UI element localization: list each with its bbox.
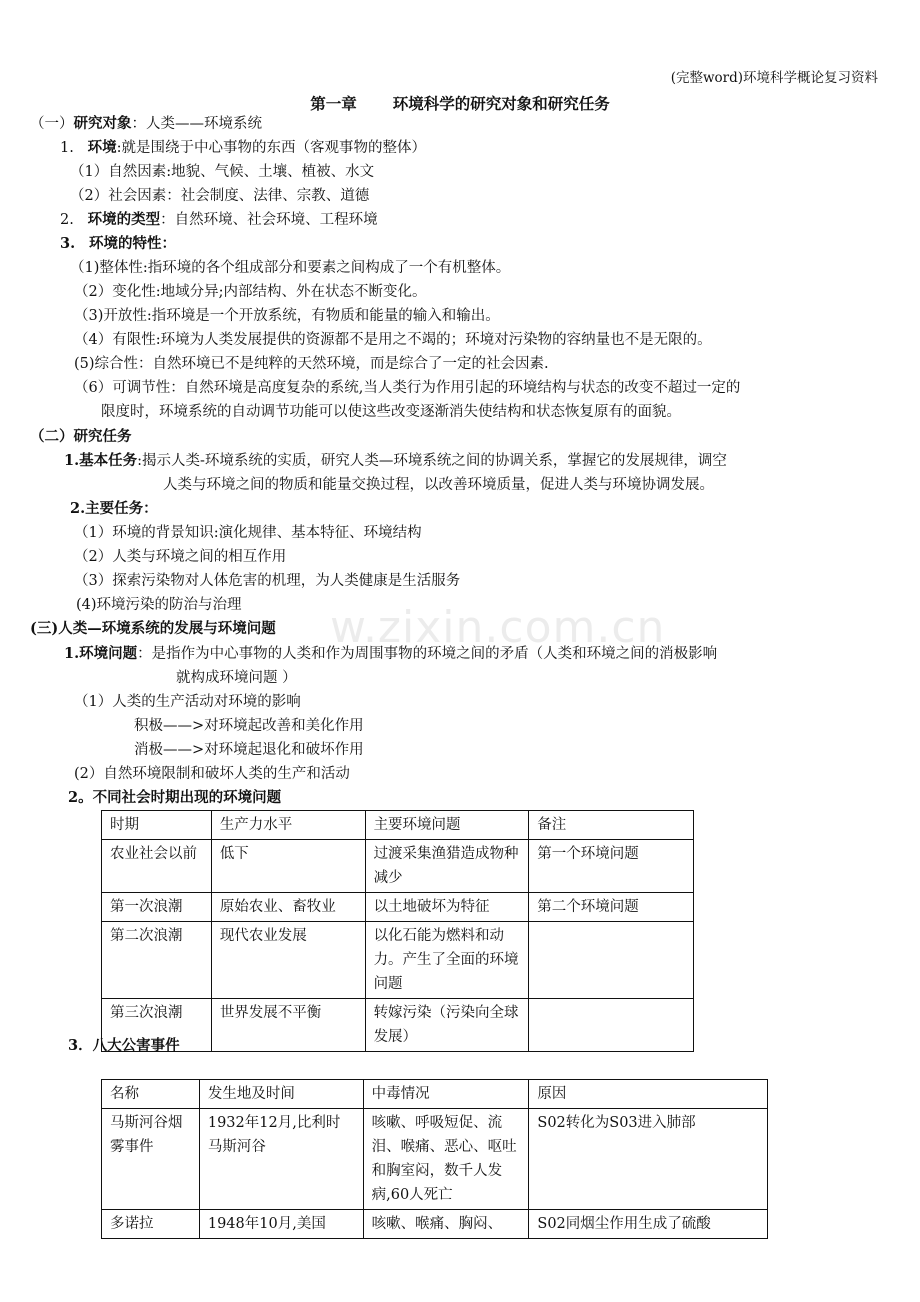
table-cell: 世界发展不平衡 [211,999,365,1052]
natural-factors: （1）自然因素:地貌、气候、土壤、植被、水文 [70,164,375,180]
environment-problem [64,644,717,664]
item-bold: 环境 [87,139,117,156]
table-cell: 1948年10月,美国 [199,1210,363,1239]
section-1-heading [30,114,262,134]
table-row [102,1210,768,1239]
section-1-rest: ：人类——环境系统 [131,116,262,132]
section-1-prefix: （一） [30,116,74,132]
main-task-bold: 2.主要任务： [70,500,158,517]
table-cell: 第二次浪潮 [102,922,212,999]
positive-impact: 积极——>对环境起改善和美化作用 [134,718,364,734]
table-header-cell: 原因 [529,1080,768,1109]
feature-adjustability: （6）可调节性：自然环境是高度复杂的系统,当人类行为作用引起的环境结构与状态的改变不超过一定的 [74,380,741,396]
item-number: 3. [60,235,76,252]
item-bold: 环境的类型 [87,211,161,228]
section-3-heading: (三)人类—环境系统的发展与环境问题 [30,620,276,637]
table-cell: 以土地破坏为特征 [365,893,529,922]
table-cell: 原始农业、畜牧业 [211,893,365,922]
watermark: w.zixin.com.cn [330,602,666,653]
item-text: :就是围绕于中心事物的东西（客观事物的整体） [116,140,427,156]
table-cell: 低下 [211,840,365,893]
table-header-row [102,811,694,840]
item-environment-types [60,210,378,230]
table-cell [529,999,694,1052]
table-header-cell: 名称 [102,1080,200,1109]
chapter-title [0,92,920,114]
table-cell: 转嫁污染（污染向全球发展） [365,999,529,1052]
table-row [102,840,694,893]
document-header-note: (完整word)环境科学概论复习资料 [670,70,878,86]
table-row [102,893,694,922]
section-1-bold: 研究对象 [73,115,132,132]
environment-problem-label: 1.环境问题 [64,645,138,662]
table-cell: 第二个环境问题 [529,893,694,922]
main-task-3: （3）探索污染物对人体危害的机理，为人类健康是生活服务 [74,573,461,589]
environment-problem-continued: 就构成环境问题 ） [176,670,297,686]
section-2-bold: 研究任务 [73,428,132,445]
table-cell: 以化石能为燃料和动力。产生了全面的环境问题 [365,922,529,999]
table1-caption: 2。不同社会时期出现的环境问题 [68,789,282,806]
table-header-cell: 主要环境问题 [365,811,529,840]
basic-task-continued: 人类与环境之间的物质和能量交换过程，以改善环境质量，促进人类与环境协调发展。 [163,477,714,493]
main-task-4: (4)环境污染的防治与治理 [76,597,242,613]
nature-limits: (2）自然环境限制和破坏人类的生产和活动 [74,766,350,782]
table-header-row [102,1080,768,1109]
main-task-1: （1）环境的背景知识:演化规律、基本特征、环境结构 [74,525,422,541]
chapter-name: 环境科学的研究对象和研究任务 [392,94,610,113]
table-row [102,922,694,999]
table-cell: 第一个环境问题 [529,840,694,893]
item-environment-definition [60,138,426,158]
feature-comprehensiveness: (5)综合性：自然环境已不是纯粹的天然环境，而是综合了一定的社会因素. [74,356,549,372]
basic-task-text: :揭示人类-环境系统的实质，研究人类—环境系统之间的协调关系，掌握它的发展规律，调空 [137,453,727,469]
section-2-heading [30,427,132,447]
table-cell: 第三次浪潮 [102,999,212,1052]
table-cell: 过渡采集渔猎造成物种减少 [365,840,529,893]
table-cell: 第一次浪潮 [102,893,212,922]
table-row [102,999,694,1052]
table-header-cell: 备注 [529,811,694,840]
main-task-label [70,499,158,519]
table-row [102,1109,768,1210]
feature-openness: （3)开放性:指环境是一个开放系统，有物质和能量的输入和输出。 [74,308,500,324]
environmental-problems-table [101,810,694,1052]
item-number: 1. [60,140,74,156]
table-cell: 多诺拉 [102,1210,200,1239]
table-cell: 咳嗽、呼吸短促、流泪、喉痛、恶心、呕吐和胸室闷，数千人发病,60人死亡 [363,1109,529,1210]
item-text: ：自然环境、社会环境、工程环境 [160,212,378,228]
pollution-events-table [101,1079,768,1239]
table-cell: 咳嗽、喉痛、胸闷、 [363,1210,529,1239]
table-header-cell: 发生地及时间 [199,1080,363,1109]
item-number: 2. [60,212,74,228]
feature-integrity: （1)整体性:指环境的各个组成部分和要素之间构成了一个有机整体。 [70,260,511,276]
item-environment-characteristics [60,234,176,254]
table-cell: 农业社会以前 [102,840,212,893]
environment-problem-text: ：是指作为中心事物的人类和作为周围事物的环境之间的矛盾（人类和环境之间的消极影响 [137,646,718,662]
social-factors: （2）社会因素：社会制度、法律、宗教、道德 [70,188,370,204]
basic-task-label: 1.基本任务 [64,452,138,469]
table-header-cell: 中毒情况 [363,1080,529,1109]
feature-limitedness: （4）有限性:环境为人类发展提供的资源都不是用之不竭的；环境对污染物的容纳量也不是无限的。 [74,332,712,348]
section-2-prefix: （二） [30,428,74,445]
feature-variability: （2）变化性:地域分异;内部结构、外在状态不断变化。 [74,284,427,300]
table-cell: 1932年12月,比利时马斯河谷 [199,1109,363,1210]
table-cell: 马斯河谷烟雾事件 [102,1109,200,1210]
negative-impact: 消极——>对环境起退化和破坏作用 [134,742,364,758]
chapter-number: 第一章 [310,94,357,113]
feature-adjustability-continued: 限度时，环境系统的自动调节功能可以使这些改变逐渐消失使结构和状态恢复原有的面貌。 [101,404,681,420]
table-header-cell: 时期 [102,811,212,840]
table-cell: 现代农业发展 [211,922,365,999]
human-activity-impact: （1）人类的生产活动对环境的影响 [74,694,301,710]
item-bold: 环境的特性： [88,235,176,252]
table-cell: S02同烟尘作用生成了硫酸 [529,1210,768,1239]
table-header-cell: 生产力水平 [211,811,365,840]
table-cell [529,922,694,999]
basic-task [64,451,727,471]
table2-caption: 3．八大公害事件 [68,1037,180,1054]
main-task-2: （2）人类与环境之间的相互作用 [74,549,287,565]
table-cell: S02转化为S03进入肺部 [529,1109,768,1210]
